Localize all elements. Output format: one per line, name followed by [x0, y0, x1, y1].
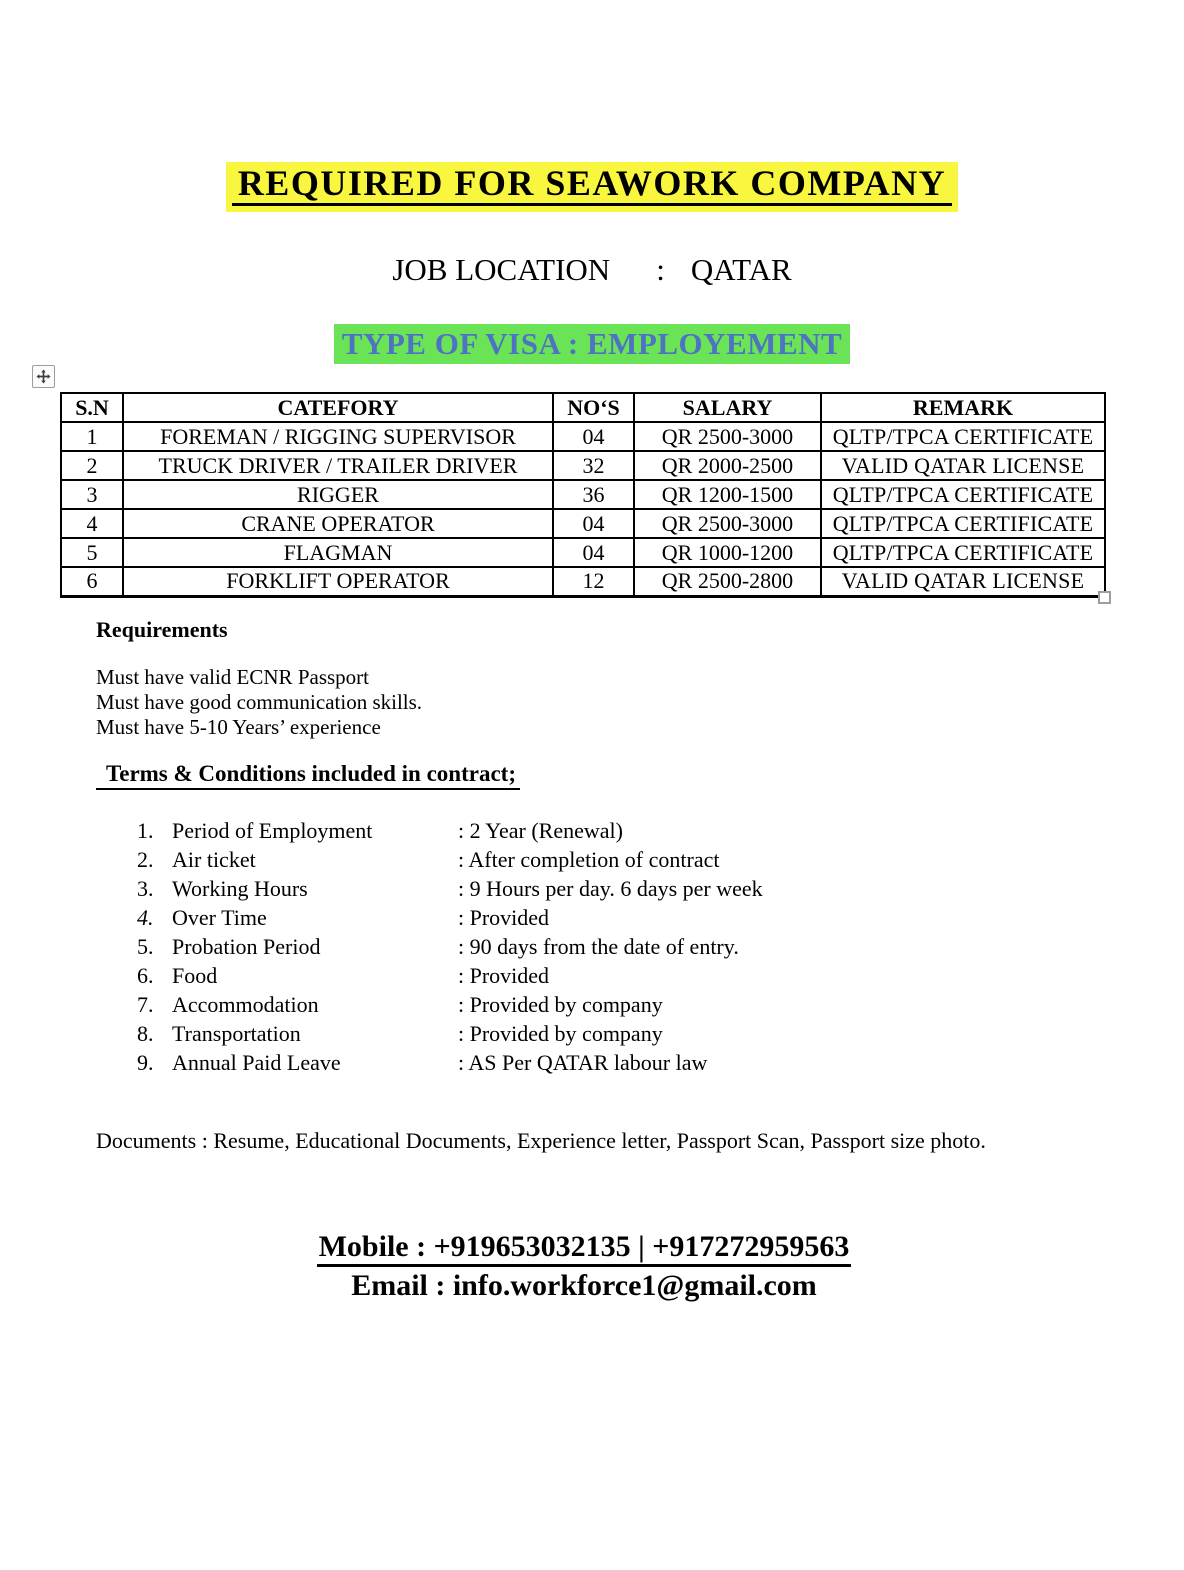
terms-item-label: Period of Employment	[172, 818, 373, 843]
cell-nos: 04	[553, 538, 634, 567]
title-line	[0, 162, 1184, 212]
table-resize-handle[interactable]	[1098, 591, 1111, 604]
jobs-table	[60, 392, 1106, 598]
terms-item	[137, 991, 1184, 1020]
job-location-separator: :	[656, 252, 665, 287]
mobile-text: Mobile : +919653032135 | +917272959563	[317, 1230, 852, 1267]
terms-item-number: 6.	[137, 963, 154, 988]
terms-item	[137, 962, 1184, 991]
terms-item-value: : 2 Year (Renewal)	[458, 818, 623, 843]
cell-sn: 4	[61, 509, 123, 538]
cell-salary: QR 1200-1500	[634, 480, 821, 509]
cell-sn: 2	[61, 451, 123, 480]
email-line: Email : info.workforce1@gmail.com	[351, 1268, 817, 1302]
column-header-sn: S.N	[61, 393, 123, 422]
terms-item-value: : After completion of contract	[458, 847, 720, 872]
cell-sn: 1	[61, 422, 123, 451]
requirement-item: Must have valid ECNR Passport	[96, 664, 369, 689]
terms-item-number: 4.	[137, 905, 154, 930]
terms-list	[137, 817, 1184, 1078]
table-row	[61, 422, 1105, 451]
terms-item-label: Working Hours	[172, 876, 308, 901]
terms-heading-text: Terms & Conditions included in contract;	[96, 761, 520, 790]
terms-item-label: Probation Period	[172, 934, 321, 959]
table-row	[61, 567, 1105, 596]
table-header-row	[61, 393, 1105, 422]
cell-remark: VALID QATAR LICENSE	[821, 567, 1105, 596]
cell-salary: QR 2500-2800	[634, 567, 821, 596]
terms-item-value: : 9 Hours per day. 6 days per week	[458, 876, 763, 901]
mobile-line	[0, 1229, 1168, 1265]
cell-remark: QLTP/TPCA CERTIFICATE	[821, 422, 1105, 451]
terms-item-label: Food	[172, 963, 218, 988]
table-row	[61, 451, 1105, 480]
terms-heading	[96, 761, 1184, 790]
terms-item-number: 2.	[137, 847, 154, 872]
terms-item-number: 9.	[137, 1050, 154, 1075]
cell-category: FORKLIFT OPERATOR	[123, 567, 553, 596]
terms-item	[137, 817, 1184, 846]
cell-nos: 36	[553, 480, 634, 509]
table-row	[61, 538, 1105, 567]
terms-item-label: Transportation	[172, 1021, 301, 1046]
terms-item-number: 3.	[137, 876, 154, 901]
documents-line: Documents : Resume, Educational Documents, Experience letter, Passport Scan, Passport size photo.	[96, 1127, 986, 1153]
cell-salary: QR 1000-1200	[634, 538, 821, 567]
contact-block	[0, 1229, 1168, 1304]
terms-item-number: 1.	[137, 818, 154, 843]
terms-item-label: Annual Paid Leave	[172, 1050, 341, 1075]
requirement-item: Must have 5-10 Years’ experience	[96, 714, 381, 739]
terms-item-label: Accommodation	[172, 992, 319, 1017]
cell-category: CRANE OPERATOR	[123, 509, 553, 538]
cell-category: FOREMAN / RIGGING SUPERVISOR	[123, 422, 553, 451]
title-highlight	[226, 162, 958, 212]
terms-item	[137, 875, 1184, 904]
terms-item	[137, 933, 1184, 962]
cell-nos: 04	[553, 509, 634, 538]
terms-item-value: : Provided	[458, 905, 550, 930]
visa-line	[0, 324, 1184, 364]
column-header-nos: NO‘S	[553, 393, 634, 422]
job-location-value: QATAR	[690, 252, 792, 287]
cell-category: RIGGER	[123, 480, 553, 509]
jobs-table-zone	[60, 392, 1104, 598]
column-header-remark: REMARK	[821, 393, 1105, 422]
requirements-heading: Requirements	[96, 616, 228, 642]
terms-item-value: : Provided	[458, 963, 550, 988]
cell-salary: QR 2000-2500	[634, 451, 821, 480]
column-header-salary: SALARY	[634, 393, 821, 422]
job-location-label: JOB LOCATION	[392, 252, 611, 287]
visa-type-text: TYPE OF VISA : EMPLOYEMENT	[334, 324, 850, 364]
cell-sn: 5	[61, 538, 123, 567]
job-location-line	[0, 254, 1184, 286]
terms-item-value: : 90 days from the date of entry.	[458, 934, 739, 959]
cell-nos: 04	[553, 422, 634, 451]
table-row	[61, 480, 1105, 509]
cell-remark: VALID QATAR LICENSE	[821, 451, 1105, 480]
terms-item-label: Air ticket	[172, 847, 256, 872]
cell-salary: QR 2500-3000	[634, 509, 821, 538]
terms-item-number: 8.	[137, 1021, 154, 1046]
table-row	[61, 509, 1105, 538]
terms-item-label: Over Time	[172, 905, 267, 930]
cell-sn: 3	[61, 480, 123, 509]
cell-category: TRUCK DRIVER / TRAILER DRIVER	[123, 451, 553, 480]
terms-item	[137, 904, 1184, 933]
terms-item-number: 5.	[137, 934, 154, 959]
cell-remark: QLTP/TPCA CERTIFICATE	[821, 509, 1105, 538]
document-page	[0, 162, 1184, 1570]
terms-item-value: : Provided by company	[458, 1021, 663, 1046]
page-title: REQUIRED FOR SEAWORK COMPANY	[232, 165, 952, 206]
column-header-category: CATEFORY	[123, 393, 553, 422]
cell-nos: 32	[553, 451, 634, 480]
cell-category: FLAGMAN	[123, 538, 553, 567]
cell-salary: QR 2500-3000	[634, 422, 821, 451]
terms-item-value: : AS Per QATAR labour law	[458, 1050, 708, 1075]
terms-item	[137, 1020, 1184, 1049]
terms-item	[137, 846, 1184, 875]
cell-sn: 6	[61, 567, 123, 596]
terms-item	[137, 1049, 1184, 1078]
table-move-handle[interactable]	[32, 365, 55, 388]
terms-item-value: : Provided by company	[458, 992, 663, 1017]
terms-item-number: 7.	[137, 992, 154, 1017]
requirements-list	[96, 665, 1184, 740]
cell-remark: QLTP/TPCA CERTIFICATE	[821, 480, 1105, 509]
cell-nos: 12	[553, 567, 634, 596]
requirement-item: Must have good communication skills.	[96, 689, 423, 714]
cell-remark: QLTP/TPCA CERTIFICATE	[821, 538, 1105, 567]
table-move-icon	[36, 369, 51, 384]
